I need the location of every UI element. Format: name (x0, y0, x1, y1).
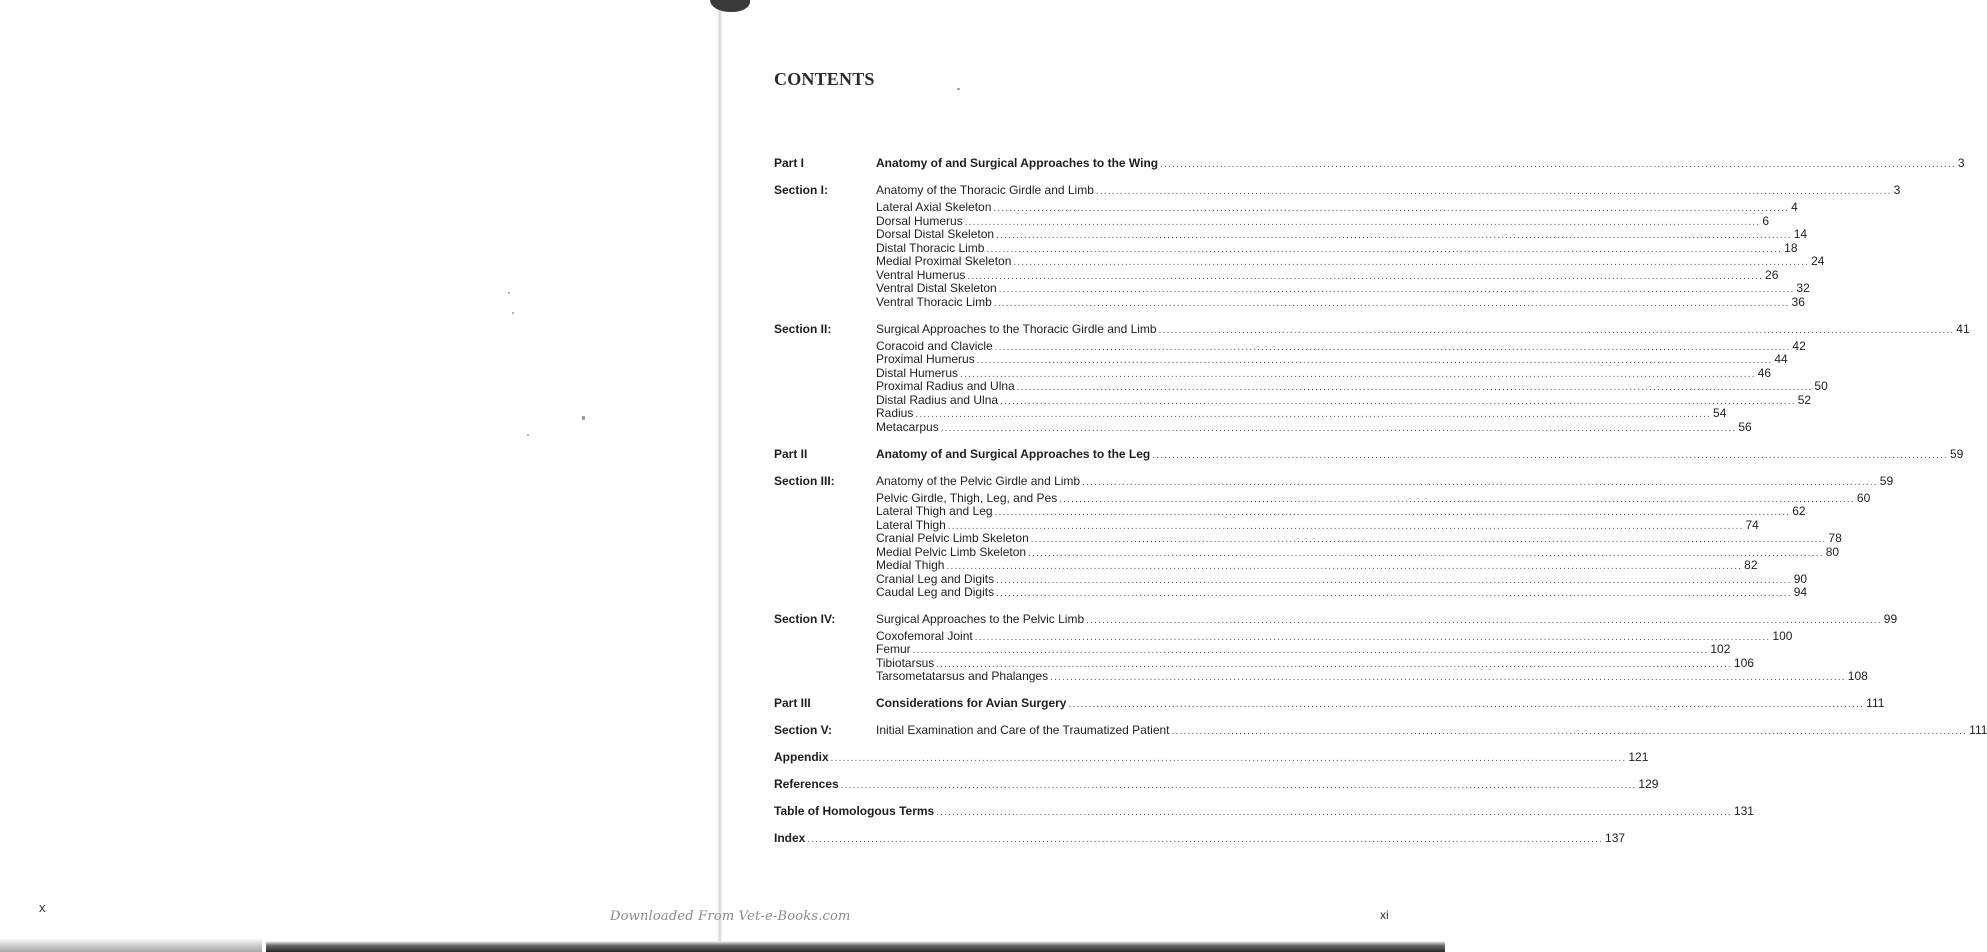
dot-leader: ........................................................................................................................................................................................................ (940, 423, 1737, 434)
dot-leader: ........................................................................................................................................................................................................ (946, 561, 1743, 572)
dot-leader: ........................................................................................................................................................................................................ (912, 645, 1709, 656)
toc-entry (774, 295, 1805, 309)
toc-entry-title: Appendix (774, 750, 829, 764)
toc-page-number: 44 (1774, 352, 1788, 366)
toc-entry-title: Index (774, 831, 806, 845)
toc-page-number: 100 (1772, 629, 1793, 643)
toc-entry (774, 558, 1758, 572)
dot-leader: ........................................................................................................................................................................................................ (1171, 726, 1968, 737)
toc-entry (774, 254, 1825, 268)
toc-entry-title: Considerations for Avian Surgery (876, 696, 1067, 710)
toc-page-number: 111 (1969, 723, 1987, 737)
toc-page-number: 94 (1793, 585, 1808, 599)
toc-entry (774, 777, 1659, 791)
toc-entry-title: Distal Humerus (876, 366, 959, 380)
page-edge-left (0, 938, 262, 952)
toc-entry (774, 352, 1788, 366)
toc-entry-title: Distal Radius and Ulna (876, 393, 999, 407)
dot-leader: ........................................................................................................................................................................................................ (1028, 548, 1824, 559)
dot-leader: ........................................................................................................................................................................................................ (974, 632, 1771, 643)
toc-page-number: 106 (1733, 656, 1754, 670)
toc-page-number: 108 (1847, 669, 1868, 683)
toc-page-number: 54 (1713, 406, 1727, 420)
page-edge-right (266, 941, 1445, 952)
toc-entry-title: Ventral Distal Skeleton (876, 281, 997, 295)
toc-entry (774, 200, 1798, 214)
toc-page-number: 80 (1825, 545, 1840, 559)
dot-leader: ........................................................................................................................................................................................................ (1158, 325, 1955, 336)
toc-entry (774, 214, 1770, 228)
toc-page-number: 129 (1638, 777, 1659, 791)
toc-entry-title: Femur (876, 642, 911, 656)
dot-leader: ........................................................................................................................................................................................................ (994, 507, 1791, 518)
toc-entry-title: Ventral Thoracic Limb (876, 295, 992, 309)
toc-entry-title: Pelvic Girdle, Thigh, Leg, and Pes (876, 491, 1058, 505)
toc-entry-title: Distal Thoracic Limb (876, 241, 985, 255)
dot-leader: ........................................................................................................................................................................................................ (1016, 382, 1813, 393)
toc-page-number: 62 (1792, 504, 1806, 518)
dot-leader: ........................................................................................................................................................................................................ (1152, 450, 1948, 461)
toc-entry (774, 491, 1871, 505)
dot-leader: ........................................................................................................................................................................................................ (996, 230, 1792, 241)
toc-entry-title: Surgical Approaches to the Thoracic Girdle and Limb (876, 322, 1157, 336)
toc-entry (774, 804, 1754, 818)
toc-entry-title: Cranial Pelvic Limb Skeleton (876, 531, 1029, 545)
toc-page-number: 42 (1792, 339, 1806, 353)
toc-page-number: 78 (1828, 531, 1842, 545)
toc-entry-title: Anatomy of and Surgical Approaches to the Leg (876, 447, 1151, 461)
toc-entry (774, 393, 1812, 407)
watermark-text: Downloaded From Vet-e-Books.com (610, 909, 851, 924)
dot-leader: ........................................................................................................................................................................................................ (994, 342, 1791, 353)
toc-entry (774, 831, 1626, 845)
toc-entry (774, 156, 1965, 170)
toc-page-number: 59 (1949, 447, 1964, 461)
dot-leader: ........................................................................................................................................................................................................ (993, 298, 1790, 309)
dot-leader: ........................................................................................................................................................................................................ (998, 284, 1795, 295)
book-gutter (716, 0, 722, 952)
toc-entry-title: Proximal Radius and Ulna (876, 379, 1015, 393)
scan-speck (582, 416, 585, 420)
toc-entry-title: Lateral Axial Skeleton (876, 200, 992, 214)
toc-entry-line (876, 183, 1901, 199)
toc-section-label: Part I (774, 156, 805, 170)
toc-entry (774, 420, 1752, 434)
dot-leader: ........................................................................................................................................................................................................ (840, 780, 1637, 791)
dot-leader: ........................................................................................................................................................................................................ (807, 834, 1604, 845)
toc-section-label: Section II: (774, 322, 832, 336)
toc-page-number: 137 (1605, 831, 1626, 845)
toc-entry-title: Coracoid and Clavicle (876, 339, 993, 353)
scan-speck (957, 88, 960, 90)
dot-leader: ........................................................................................................................................................................................................ (960, 369, 1756, 380)
dot-leader: ........................................................................................................................................................................................................ (967, 271, 1764, 282)
toc-entry-title: Dorsal Distal Skeleton (876, 227, 995, 241)
toc-entry (774, 545, 1840, 559)
toc-entry-line (876, 474, 1894, 490)
toc-page-number: 74 (1745, 518, 1759, 532)
dot-leader: ........................................................................................................................................................................................................ (1050, 672, 1846, 683)
toc-page-number: 59 (1879, 474, 1894, 488)
toc-entry (774, 268, 1779, 282)
toc-entry-title: Lateral Thigh and Leg (876, 504, 993, 518)
dot-leader: ........................................................................................................................................................................................................ (936, 659, 1732, 670)
toc-page-number: 111 (1866, 696, 1885, 710)
toc-entry-line (876, 612, 1898, 628)
dot-leader: ........................................................................................................................................................................................................ (986, 244, 1783, 255)
toc-entry (774, 531, 1842, 545)
scan-speck (527, 434, 529, 436)
toc-entry (774, 585, 1808, 599)
toc-entry (774, 322, 1970, 336)
toc-page-number: 4 (1791, 200, 1798, 214)
toc-entry-line (774, 831, 1626, 847)
toc-page-number: 56 (1738, 420, 1752, 434)
toc-entry-line (876, 585, 1808, 601)
toc-entry (774, 518, 1759, 532)
toc-entry-line (876, 723, 1987, 739)
toc-entry-title: Initial Examination and Care of the Traumatized Patient (876, 723, 1170, 737)
toc-entry-title: Caudal Leg and Digits (876, 585, 995, 599)
toc-entry-line (876, 156, 1965, 172)
toc-page-number: 6 (1762, 214, 1770, 228)
toc-page-number: 60 (1856, 491, 1871, 505)
toc-entry-title: Surgical Approaches to the Pelvic Limb (876, 612, 1085, 626)
page-title: CONTENTS (774, 69, 875, 89)
toc-page-number: 102 (1710, 642, 1731, 656)
dot-leader: ........................................................................................................................................................................................................ (996, 575, 1792, 586)
toc-section-label: Part II (774, 447, 808, 461)
dot-leader: ........................................................................................................................................................................................................ (993, 203, 1790, 214)
toc-section-label: Section IV: (774, 612, 836, 626)
toc-entry (774, 447, 1964, 461)
toc-entry-title: Ventral Humerus (876, 268, 966, 282)
toc-page-number: 24 (1811, 254, 1825, 268)
right-page-number: xi (1380, 908, 1389, 922)
dot-leader: ........................................................................................................................................................................................................ (947, 521, 1744, 532)
toc-entry (774, 281, 1810, 295)
toc-section-label: Section III: (774, 474, 835, 488)
toc-page-number: 50 (1814, 379, 1828, 393)
dot-leader: ........................................................................................................................................................................................................ (1030, 534, 1827, 545)
toc-section-label: Section V: (774, 723, 833, 737)
toc-entry (774, 696, 1885, 710)
dot-leader: ........................................................................................................................................................................................................ (830, 753, 1627, 764)
scan-speck (508, 292, 510, 294)
toc-page-number: 90 (1793, 572, 1808, 586)
toc-entry-title: Lateral Thigh (876, 518, 946, 532)
toc-entry-title: Dorsal Humerus (876, 214, 963, 228)
toc-page-number: 26 (1765, 268, 1779, 282)
left-page-number: x (39, 900, 46, 915)
toc-entry (774, 629, 1793, 643)
toc-entry-line (876, 669, 1868, 685)
dot-leader: ........................................................................................................................................................................................................ (1086, 615, 1882, 626)
toc-entry (774, 642, 1731, 656)
toc-section-label: Part III (774, 696, 811, 710)
toc-page-number: 82 (1744, 558, 1758, 572)
toc-page-number: 99 (1883, 612, 1898, 626)
toc-entry (774, 669, 1868, 683)
dot-leader: ........................................................................................................................................................................................................ (936, 807, 1732, 818)
toc-entry-line (774, 750, 1649, 766)
dot-leader: ........................................................................................................................................................................................................ (1160, 159, 1956, 170)
toc-entry (774, 227, 1808, 241)
dot-leader: ........................................................................................................................................................................................................ (1068, 699, 1865, 710)
toc-entry (774, 750, 1649, 764)
toc-entry-line (876, 447, 1964, 463)
toc-entry-title: Medial Proximal Skeleton (876, 254, 1012, 268)
toc-entry (774, 656, 1754, 670)
toc-page-number: 18 (1784, 241, 1798, 255)
dot-leader: ........................................................................................................................................................................................................ (915, 409, 1712, 420)
toc-entry-title: References (774, 777, 839, 791)
toc-entry (774, 474, 1894, 488)
toc-entry-title: Anatomy of and Surgical Approaches to the Wing (876, 156, 1159, 170)
toc-entry-line (774, 777, 1659, 793)
toc-entry-line (774, 804, 1754, 820)
toc-entry (774, 366, 1772, 380)
toc-page-number: 52 (1797, 393, 1812, 407)
toc-entry (774, 241, 1798, 255)
dot-leader: ........................................................................................................................................................................................................ (1082, 477, 1878, 488)
toc-entry-title: Radius (876, 406, 914, 420)
toc-page-number: 3 (1957, 156, 1965, 170)
toc-entry (774, 339, 1806, 353)
toc-page-number: 3 (1893, 183, 1901, 197)
toc-page-number: 36 (1791, 295, 1805, 309)
toc-entry (774, 572, 1808, 586)
dot-leader: ........................................................................................................................................................................................................ (1059, 494, 1855, 505)
toc-page-number: 121 (1628, 750, 1649, 764)
toc-entry (774, 183, 1901, 197)
toc-entry (774, 612, 1898, 626)
toc-entry-title: Proximal Humerus (876, 352, 975, 366)
toc-entry-line (876, 322, 1970, 338)
toc-entry-title: Medial Pelvic Limb Skeleton (876, 545, 1027, 559)
toc-entry (774, 379, 1828, 393)
dot-leader: ........................................................................................................................................................................................................ (964, 217, 1761, 228)
toc-entry (774, 723, 1987, 737)
toc-entry (774, 504, 1806, 518)
dot-leader: ........................................................................................................................................................................................................ (1095, 186, 1892, 197)
toc-entry-title: Metacarpus (876, 420, 939, 434)
toc-entry-line (876, 420, 1752, 436)
toc-page-number: 131 (1733, 804, 1754, 818)
toc-entry-title: Tibiotarsus (876, 656, 935, 670)
toc-entry (774, 406, 1727, 420)
toc-entry-title: Table of Homologous Terms (774, 804, 935, 818)
toc-page-number: 32 (1796, 281, 1810, 295)
toc-entry-title: Anatomy of the Thoracic Girdle and Limb (876, 183, 1094, 197)
scan-speck (512, 312, 514, 314)
toc-entry-title: Medial Thigh (876, 558, 945, 572)
toc-section-label: Section I: (774, 183, 829, 197)
toc-entry-title: Anatomy of the Pelvic Girdle and Limb (876, 474, 1081, 488)
dot-leader: ........................................................................................................................................................................................................ (976, 355, 1773, 366)
toc-entry-title: Cranial Leg and Digits (876, 572, 995, 586)
toc-entry-title: Coxofemoral Joint (876, 629, 973, 643)
dot-leader: ........................................................................................................................................................................................................ (996, 588, 1792, 599)
dot-leader: ........................................................................................................................................................................................................ (1013, 257, 1810, 268)
toc-entry-line (876, 295, 1805, 311)
toc-entry-title: Tarsometatarsus and Phalanges (876, 669, 1049, 683)
dot-leader: ........................................................................................................................................................................................................ (1000, 396, 1796, 407)
toc-page-number: 14 (1793, 227, 1808, 241)
toc-page-number: 46 (1757, 366, 1772, 380)
toc-page-number: 41 (1956, 322, 1970, 336)
toc-entry-line (876, 696, 1885, 712)
